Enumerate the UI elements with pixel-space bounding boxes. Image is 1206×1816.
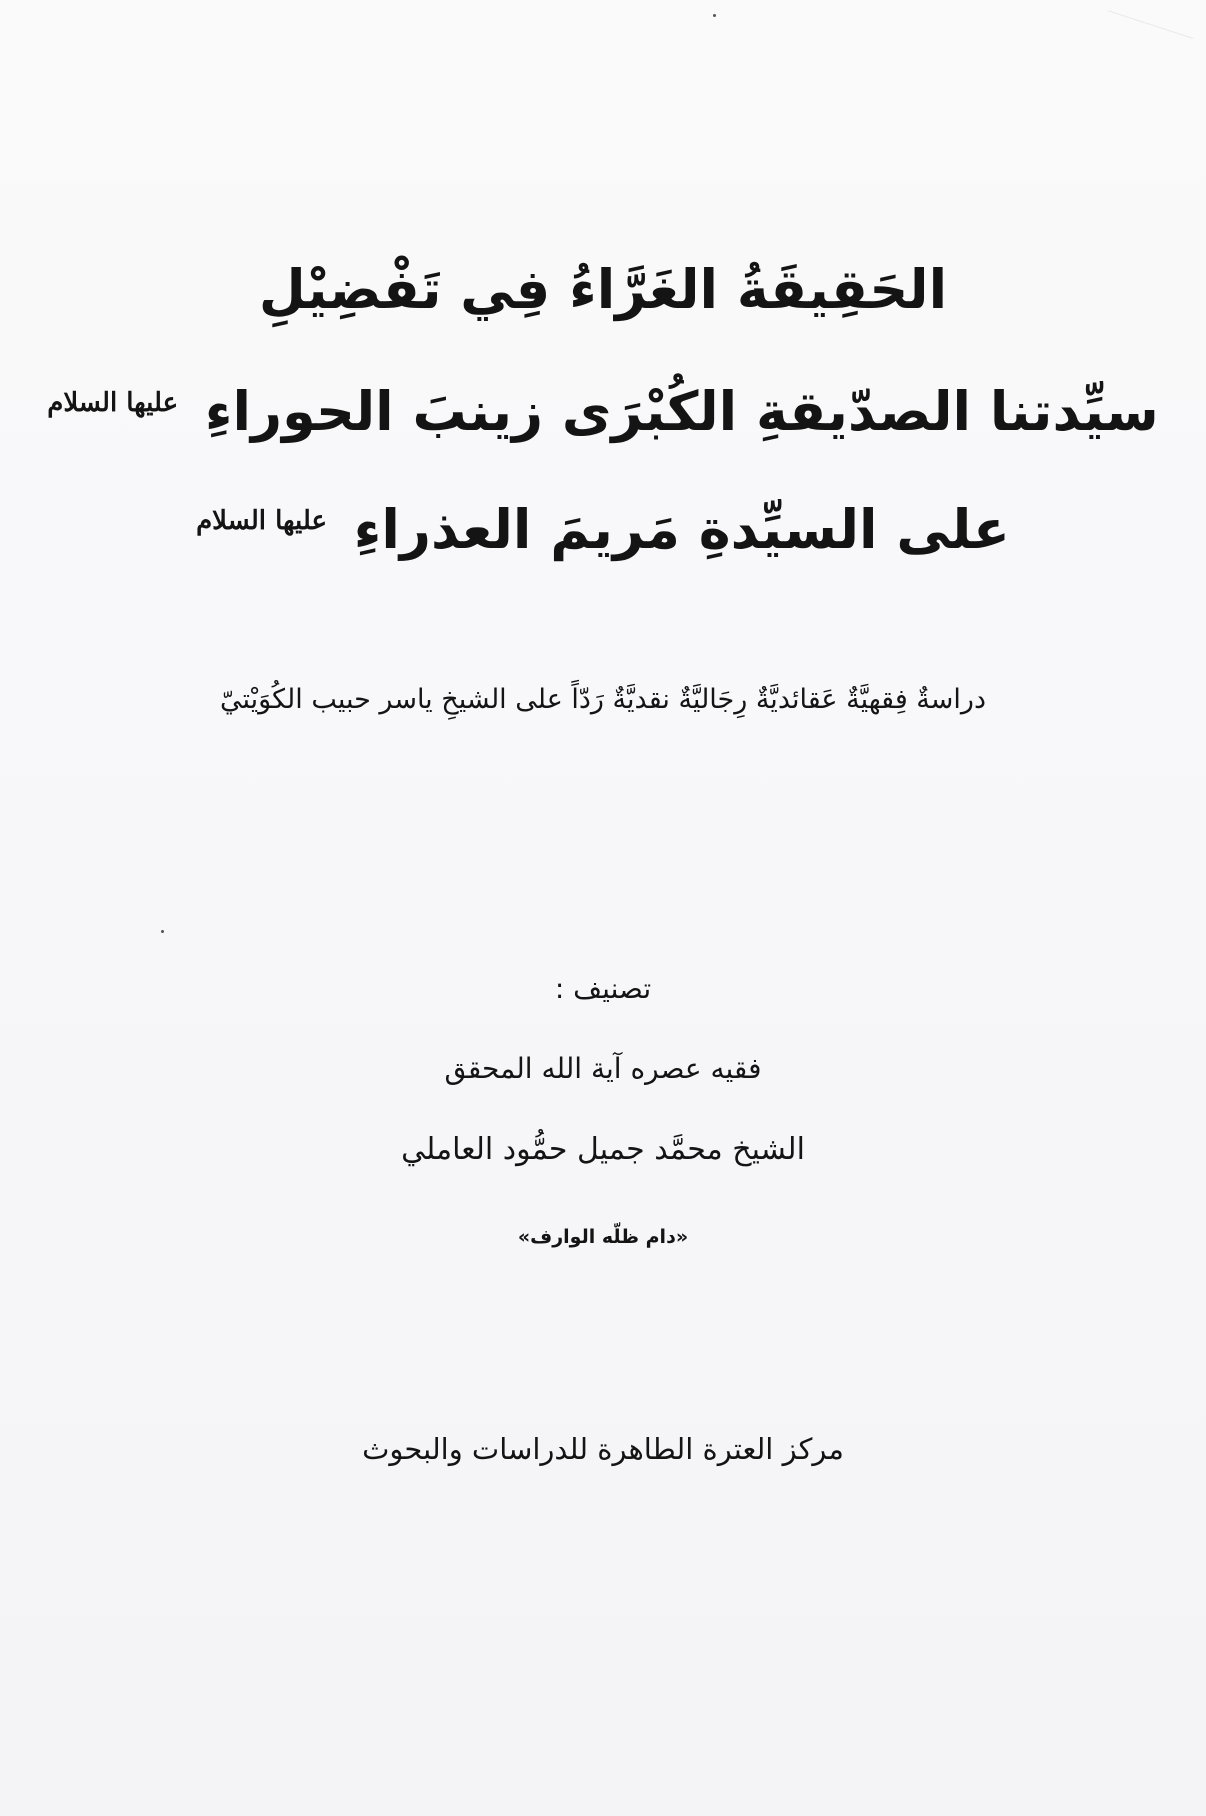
book-title-line-1 [0, 258, 1206, 321]
book-title-line-3 [0, 498, 1206, 561]
author-description: فقيه عصره آية الله المحقق [444, 1052, 762, 1085]
author-blessing: «دام ظلّه الوارف» [517, 1226, 689, 1248]
book-title-text-3: على السيِّدةِ مَريمَ العذراءِ [353, 498, 1010, 561]
book-title-line-2 [0, 380, 1206, 443]
book-title-text-1: الحَقِيقَةُ الغَرَّاءُ فِي تَفْضِيْلِ [258, 258, 948, 321]
page-corner-fold [1108, 0, 1206, 39]
print-speck [161, 930, 164, 933]
book-title-text-2: سيِّدتنا الصدّيقةِ الكُبْرَى زينبَ الحوراءِ [204, 380, 1159, 443]
author-label: تصنيف : [554, 972, 652, 1005]
honorific-calligraphy: عليها السلام [47, 388, 179, 418]
honorific-calligraphy: عليها السلام [196, 506, 327, 536]
print-speck [713, 14, 716, 17]
publisher-name: مركز العترة الطاهرة للدراسات والبحوث [362, 1432, 844, 1466]
author-name: الشيخ محمَّد جميل حمُّود العاملي [401, 1132, 805, 1167]
book-subtitle: دراسةٌ فِقهيَّةٌ عَقائديَّةٌ رِجَاليَّةٌ نقديَّةٌ رَدّاً على الشيخِ ياسر حبيب الكُوَيْتيّ [220, 684, 986, 715]
